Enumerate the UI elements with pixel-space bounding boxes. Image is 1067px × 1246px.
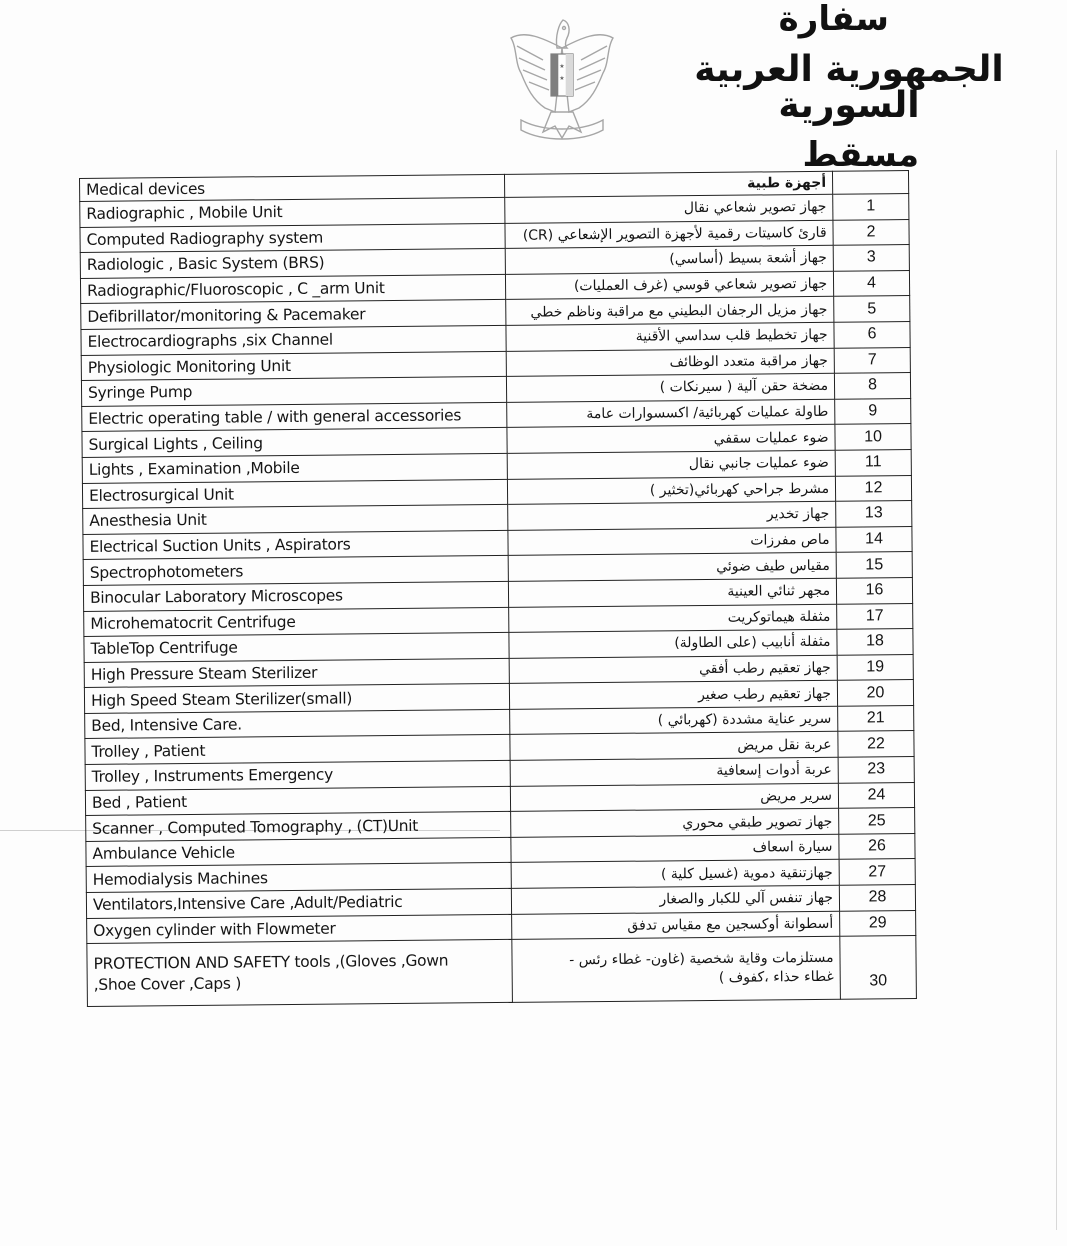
row-number: 27: [839, 859, 915, 885]
device-name-ar: [512, 936, 840, 1002]
device-name-en: Syringe Pump: [81, 377, 507, 407]
row-number: 24: [838, 782, 914, 808]
device-name-en: High Speed Steam Sterilizer(small): [84, 684, 510, 714]
device-name-en: Ambulance Vehicle: [86, 837, 512, 867]
device-name-en: Electric operating table / with general accessories: [82, 402, 508, 432]
device-name-ar: مقياس طيف ضوئي: [509, 553, 837, 582]
device-name-ar: ماص مفرزات: [508, 527, 836, 556]
row-number: 10: [835, 424, 911, 450]
devices-table-wrapper: [79, 170, 917, 1007]
row-number: 30: [840, 936, 917, 1000]
header-ar-cell: أجهزة طبية: [505, 171, 833, 197]
device-name-ar-line2: غطاء حذاء ،كفوف ): [718, 969, 834, 987]
row-number: 8: [834, 373, 910, 399]
device-name-ar-line1: مستلزمات وقاية شخصية (غاون- غطاء رئس -: [569, 949, 834, 968]
device-name-ar: جهاز تخدير: [508, 501, 836, 530]
row-number: 6: [834, 321, 910, 347]
row-number: 26: [839, 833, 915, 859]
device-name-ar: سيارة اسعاف: [511, 834, 839, 863]
medical-devices-table: [79, 170, 917, 1007]
device-name-ar: قارئ كاسيتات رقمية لأجهزة التصوير الإشعاعي (CR): [505, 220, 833, 249]
row-number: 2: [833, 219, 909, 245]
device-name-en: Hemodialysis Machines: [86, 863, 512, 893]
row-number: 3: [833, 245, 909, 271]
device-name-ar: أسطوانة أوكسجين مع مقياس تدفق: [512, 911, 840, 940]
device-name-ar: جهاز تصوير شعاعي قوسي (غرف العمليات): [506, 271, 834, 300]
header-en-cell: Medical devices: [80, 174, 506, 201]
row-number: 1: [833, 194, 909, 220]
row-number: 29: [840, 910, 916, 936]
table-row: [87, 936, 917, 1007]
row-number: 4: [833, 270, 909, 296]
device-name-en: Electrocardiographs ,six Channel: [81, 325, 507, 355]
header-num-cell: [833, 171, 909, 195]
device-name-ar: مضخة حقن آلية ( سيرنكات ): [507, 373, 835, 402]
row-number: 14: [836, 526, 912, 552]
device-name-en: Scanner , Computed Tomography , (CT)Unit: [86, 812, 512, 842]
device-name-ar: جهاز تصوير شعاعي نقال: [505, 194, 833, 223]
device-name-en: Anesthesia Unit: [83, 505, 509, 535]
device-name-en: Radiographic , Mobile Unit: [80, 197, 506, 227]
device-name-ar: عربة نقل مريض: [510, 732, 838, 761]
device-name-en: Computed Radiography system: [80, 223, 506, 253]
device-name-en: Ventilators,Intensive Care ,Adult/Pediatric: [86, 888, 512, 918]
row-number: 13: [836, 501, 912, 527]
device-name-ar: ضوء عمليات سقفي: [507, 425, 835, 454]
row-number: 23: [838, 757, 914, 783]
device-name-ar: سرير عناية مشددة (كهربائي ): [510, 706, 838, 735]
device-name-en: Radiographic/Fluoroscopic , C _arm Unit: [80, 274, 506, 304]
device-name-en: TableTop Centrifuge: [84, 632, 510, 662]
row-number: 28: [839, 885, 915, 911]
device-name-en: Bed , Patient: [85, 786, 511, 816]
row-number: 20: [837, 680, 913, 706]
embassy-header: [669, 0, 1029, 175]
device-name-en: Bed, Intensive Care.: [85, 709, 511, 739]
device-name-ar: مشرط جراحي كهربائي(تخثير ): [508, 476, 836, 505]
device-name-en: Binocular Laboratory Microscopes: [83, 581, 509, 611]
device-name-ar: جهاز تعقيم رطب أفقي: [510, 655, 838, 684]
device-name-en: Trolley , Patient: [85, 735, 511, 765]
device-name-en: Electrosurgical Unit: [82, 479, 508, 509]
device-name-ar: جهازتنقية دموية (غسيل كلية ): [511, 860, 839, 889]
row-number: 11: [835, 449, 911, 475]
device-name-en: Oxygen cylinder with Flowmeter: [87, 914, 513, 944]
device-name-ar: جهاز مزيل الرجفان البطيني مع مراقبة وناظم خطي: [506, 297, 834, 326]
device-name-en: Electrical Suction Units , Aspirators: [83, 530, 509, 560]
device-name-en: Defibrillator/monitoring & Pacemaker: [81, 300, 507, 330]
row-number: 12: [835, 475, 911, 501]
header-country-name: الجمهورية العربية السورية: [694, 49, 1004, 126]
row-number: 19: [837, 654, 913, 680]
page-edge-line: [1056, 150, 1057, 1230]
row-number: 16: [836, 577, 912, 603]
device-name-en: Radiologic , Basic System (BRS): [80, 249, 506, 279]
row-number: 21: [838, 705, 914, 731]
device-name-ar: سرير مريض: [511, 783, 839, 812]
device-name-en: Physiologic Monitoring Unit: [81, 351, 507, 381]
row-number: 22: [838, 731, 914, 757]
device-name-en: Trolley , Instruments Emergency: [85, 760, 511, 790]
syrian-eagle-emblem-icon: [503, 8, 621, 148]
device-name-en-line2: ,Shoe Cover ,Caps ): [93, 974, 242, 995]
device-name-en: [87, 940, 513, 1007]
device-name-ar: جهاز تخطيط قلب سداسي الأقنية: [506, 322, 834, 351]
row-number: 5: [834, 296, 910, 322]
device-name-en: Spectrophotometers: [83, 556, 509, 586]
svg-text:★: ★: [559, 63, 565, 70]
row-number: 9: [835, 398, 911, 424]
row-number: 17: [837, 603, 913, 629]
device-name-en: Lights , Examination ,Mobile: [82, 453, 508, 483]
device-name-en: Microhematocrit Centrifuge: [84, 607, 510, 637]
header-embassy-word: سفارة: [778, 0, 889, 39]
svg-text:★: ★: [559, 75, 565, 82]
device-name-ar: مثفلة هيماتوكريت: [509, 604, 837, 633]
device-name-en: High Pressure Steam Sterilizer: [84, 658, 510, 688]
device-name-ar: طاولة عمليات كهربائية/ اكسسوارات عامة: [507, 399, 835, 428]
device-name-ar: مثفلة أنابيب (على الطاولة): [509, 629, 837, 658]
device-name-ar: عربة أدوات إسعافية: [511, 757, 839, 786]
row-number: 15: [836, 552, 912, 578]
device-name-en-line1: PROTECTION AND SAFETY tools ,(Gloves ,Gown: [93, 951, 449, 973]
device-name-ar: جهاز أشعة بسيط (أساسي): [506, 245, 834, 274]
row-number: 18: [837, 629, 913, 655]
row-number: 25: [839, 808, 915, 834]
device-name-ar: مجهر ثنائي العينية: [509, 578, 837, 607]
device-name-ar: ضوء عمليات جانبي نقال: [508, 450, 836, 479]
device-name-ar: جهاز تنفس آلي للكبار والصغار: [512, 885, 840, 914]
device-name-ar: جهاز تعقيم رطب صغير: [510, 681, 838, 710]
device-name-ar: جهاز تصوير طبقي محوري: [511, 808, 839, 837]
row-number: 7: [834, 347, 910, 373]
header-city: مسقط: [802, 135, 919, 175]
device-name-en: Surgical Lights , Ceiling: [82, 428, 508, 458]
device-name-ar: جهاز مراقبة متعدد الوظائف: [507, 348, 835, 377]
